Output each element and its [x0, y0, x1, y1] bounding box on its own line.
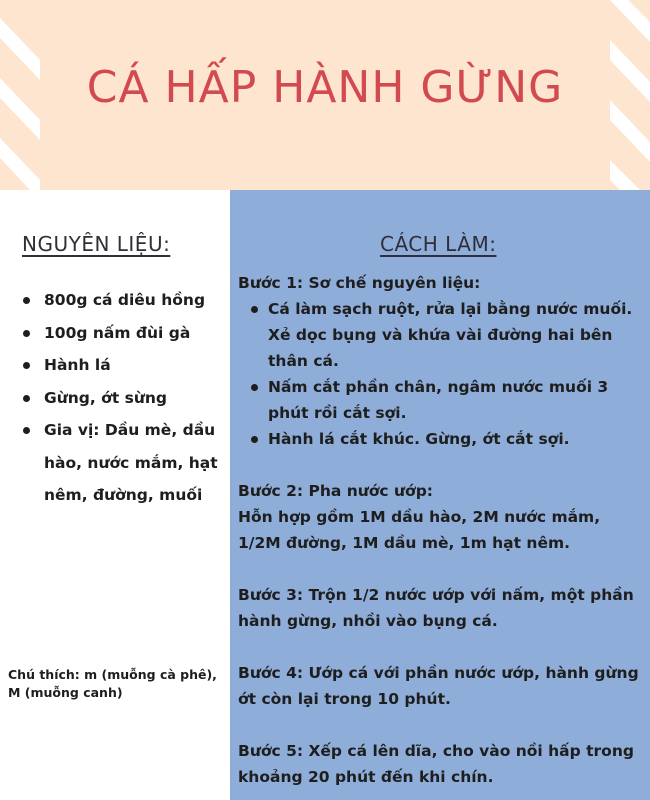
- step1-item: Cá làm sạch ruột, rửa lại bằng nước muối. Xẻ dọc bụng và khứa vài đường hai bên thân cá.: [238, 296, 646, 374]
- ingredient-item: 100g nấm đùi gà: [0, 317, 230, 350]
- step1-list: [238, 296, 646, 452]
- ingredient-item: Gừng, ớt sừng: [0, 382, 230, 415]
- ingredient-item: Gia vị: Dầu mè, dầu hào, nước mắm, hạt nêm, đường, muối: [0, 414, 230, 512]
- ingredients-heading: NGUYÊN LIỆU:: [22, 232, 171, 256]
- step2-text: Hỗn hợp gồm 1M dầu hào, 2M nước mắm, 1/2M đường, 1M dầu mè, 1m hạt nêm.: [238, 508, 601, 552]
- ingredient-item: 800g cá diêu hồng: [0, 284, 230, 317]
- recipe-title: CÁ HẤP HÀNH GỪNG: [86, 62, 564, 113]
- step3-text: Bước 3: Trộn 1/2 nước ướp với nấm, một phần hành gừng, nhồi vào bụng cá.: [238, 586, 634, 630]
- ingredient-item: Hành lá: [0, 349, 230, 382]
- step1-title: Bước 1: Sơ chế nguyên liệu:: [238, 274, 481, 292]
- step1-item: Hành lá cắt khúc. Gừng, ớt cắt sợi.: [238, 426, 646, 452]
- ingredients-panel: [0, 190, 230, 800]
- ingredients-list: [0, 284, 230, 512]
- step4-text: Bước 4: Ướp cá với phần nước ướp, hành gừng ớt còn lại trong 10 phút.: [238, 664, 639, 708]
- header-banner: [0, 0, 650, 190]
- method-heading: CÁCH LÀM:: [380, 232, 497, 256]
- unit-note: Chú thích: m (muỗng cà phê), M (muỗng canh): [8, 667, 217, 700]
- step5-text: Bước 5: Xếp cá lên dĩa, cho vào nồi hấp trong khoảng 20 phút đến khi chín.: [238, 742, 634, 786]
- step2-title: Bước 2: Pha nước ướp:: [238, 482, 433, 500]
- method-steps: [238, 270, 646, 790]
- step1-item: Nấm cắt phần chân, ngâm nước muối 3 phút rồi cắt sợi.: [238, 374, 646, 426]
- method-panel: [230, 190, 650, 800]
